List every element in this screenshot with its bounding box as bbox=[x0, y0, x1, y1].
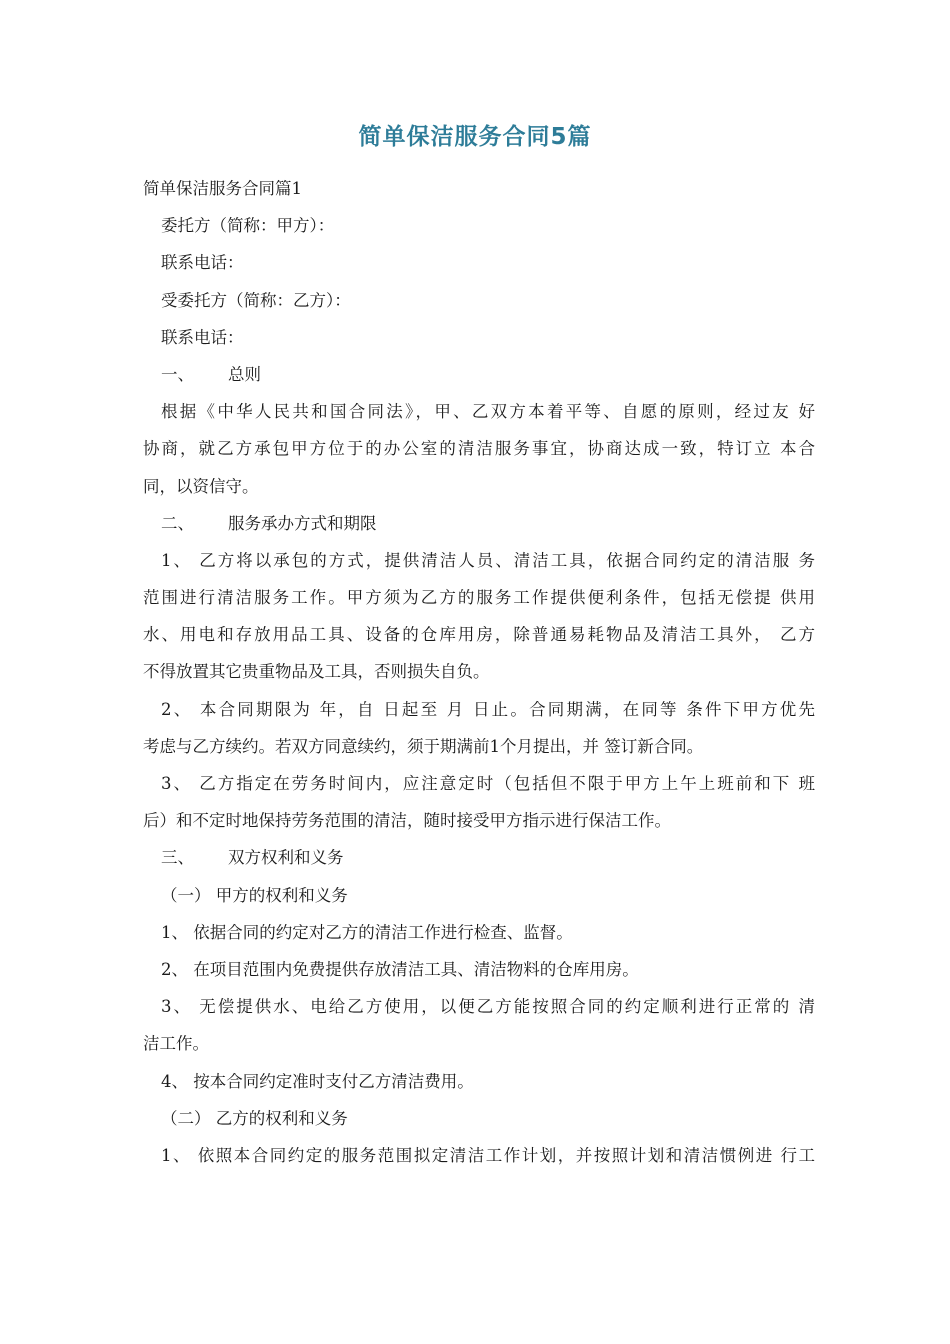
paragraph-line: 后）和不定时地保持劳务范围的清洁，随时接受甲方指示进行保洁工作。 bbox=[143, 811, 671, 831]
section-heading bbox=[143, 505, 815, 542]
paragraph-line: 委托方（简称：甲方）： bbox=[161, 216, 335, 236]
paragraph-line: 同，以资信守。 bbox=[143, 476, 259, 496]
paragraph-line: 受委托方（简称：乙方）： bbox=[161, 290, 351, 310]
paragraph-line: 4、 按本合同约定准时支付乙方清洁费用。 bbox=[161, 1071, 474, 1091]
paragraph-line: 水、用电和存放用品工具、设备的仓库用房，除普通易耗物品及清洁工具外， 乙方 bbox=[143, 625, 815, 645]
paragraph-line: 不得放置其它贵重物品及工具，否则损失自负。 bbox=[143, 662, 490, 682]
paragraph-line: 范围进行清洁服务工作。甲方须为乙方的服务工作提供便利条件，包括无偿提 供用 bbox=[143, 588, 815, 608]
paragraph-line: 3、 无偿提供水、电给乙方使用，以便乙方能按照合同的约定顺利进行正常的 清 bbox=[161, 997, 815, 1017]
document-title: 简单保洁服务合同5篇 bbox=[358, 124, 592, 150]
paragraph-line: 联系电话： bbox=[161, 327, 244, 347]
paragraph-line: 1、 乙方将以承包的方式，提供清洁人员、清洁工具，依据合同约定的清洁服 务 bbox=[161, 550, 815, 570]
paragraph-line: 1、 依据合同的约定对乙方的清洁工作进行检查、监督。 bbox=[161, 922, 573, 942]
paragraph-line: 协商，就乙方承包甲方位于的办公室的清洁服务事宜，协商达成一致，特订立 本合 bbox=[143, 439, 815, 459]
section-heading bbox=[143, 839, 815, 876]
paragraph-line: 考虑与乙方续约。若双方同意续约，须于期满前1个月提出，并 签订新合同。 bbox=[143, 736, 704, 756]
document-body bbox=[143, 170, 815, 1174]
paragraph-line: 洁工作。 bbox=[143, 1034, 209, 1054]
section-heading bbox=[143, 356, 815, 393]
subsection-heading: （二） 乙方的权利和义务 bbox=[161, 1108, 348, 1128]
section-label: 总则 bbox=[228, 364, 261, 384]
paragraph-line: 2、 本合同期限为 年，自 日起至 月 日止。合同期满，在同等 条件下甲方优先 bbox=[161, 699, 815, 719]
section-label: 双方权利和义务 bbox=[228, 848, 344, 868]
paragraph-line: 简单保洁服务合同篇1 bbox=[143, 179, 302, 198]
paragraph-line: 根据《中华人民共和国合同法》，甲、乙双方本着平等、自愿的原则，经过友 好 bbox=[161, 402, 815, 422]
subsection-heading: （一） 甲方的权利和义务 bbox=[161, 885, 348, 905]
section-number: 一、 bbox=[161, 364, 194, 384]
paragraph-line: 联系电话： bbox=[161, 253, 244, 273]
paragraph-line: 1、 依照本合同约定的服务范围拟定清洁工作计划，并按照计划和清洁惯例进 行工 bbox=[161, 1145, 815, 1165]
section-label: 服务承办方式和期限 bbox=[228, 513, 377, 533]
paragraph-line: 2、 在项目范围内免费提供存放清洁工具、清洁物料的仓库用房。 bbox=[161, 959, 639, 979]
paragraph-line: 3、 乙方指定在劳务时间内，应注意定时（包括但不限于甲方上午上班前和下 班 bbox=[161, 774, 815, 793]
section-number: 二、 bbox=[161, 513, 194, 533]
section-number: 三、 bbox=[161, 848, 194, 868]
